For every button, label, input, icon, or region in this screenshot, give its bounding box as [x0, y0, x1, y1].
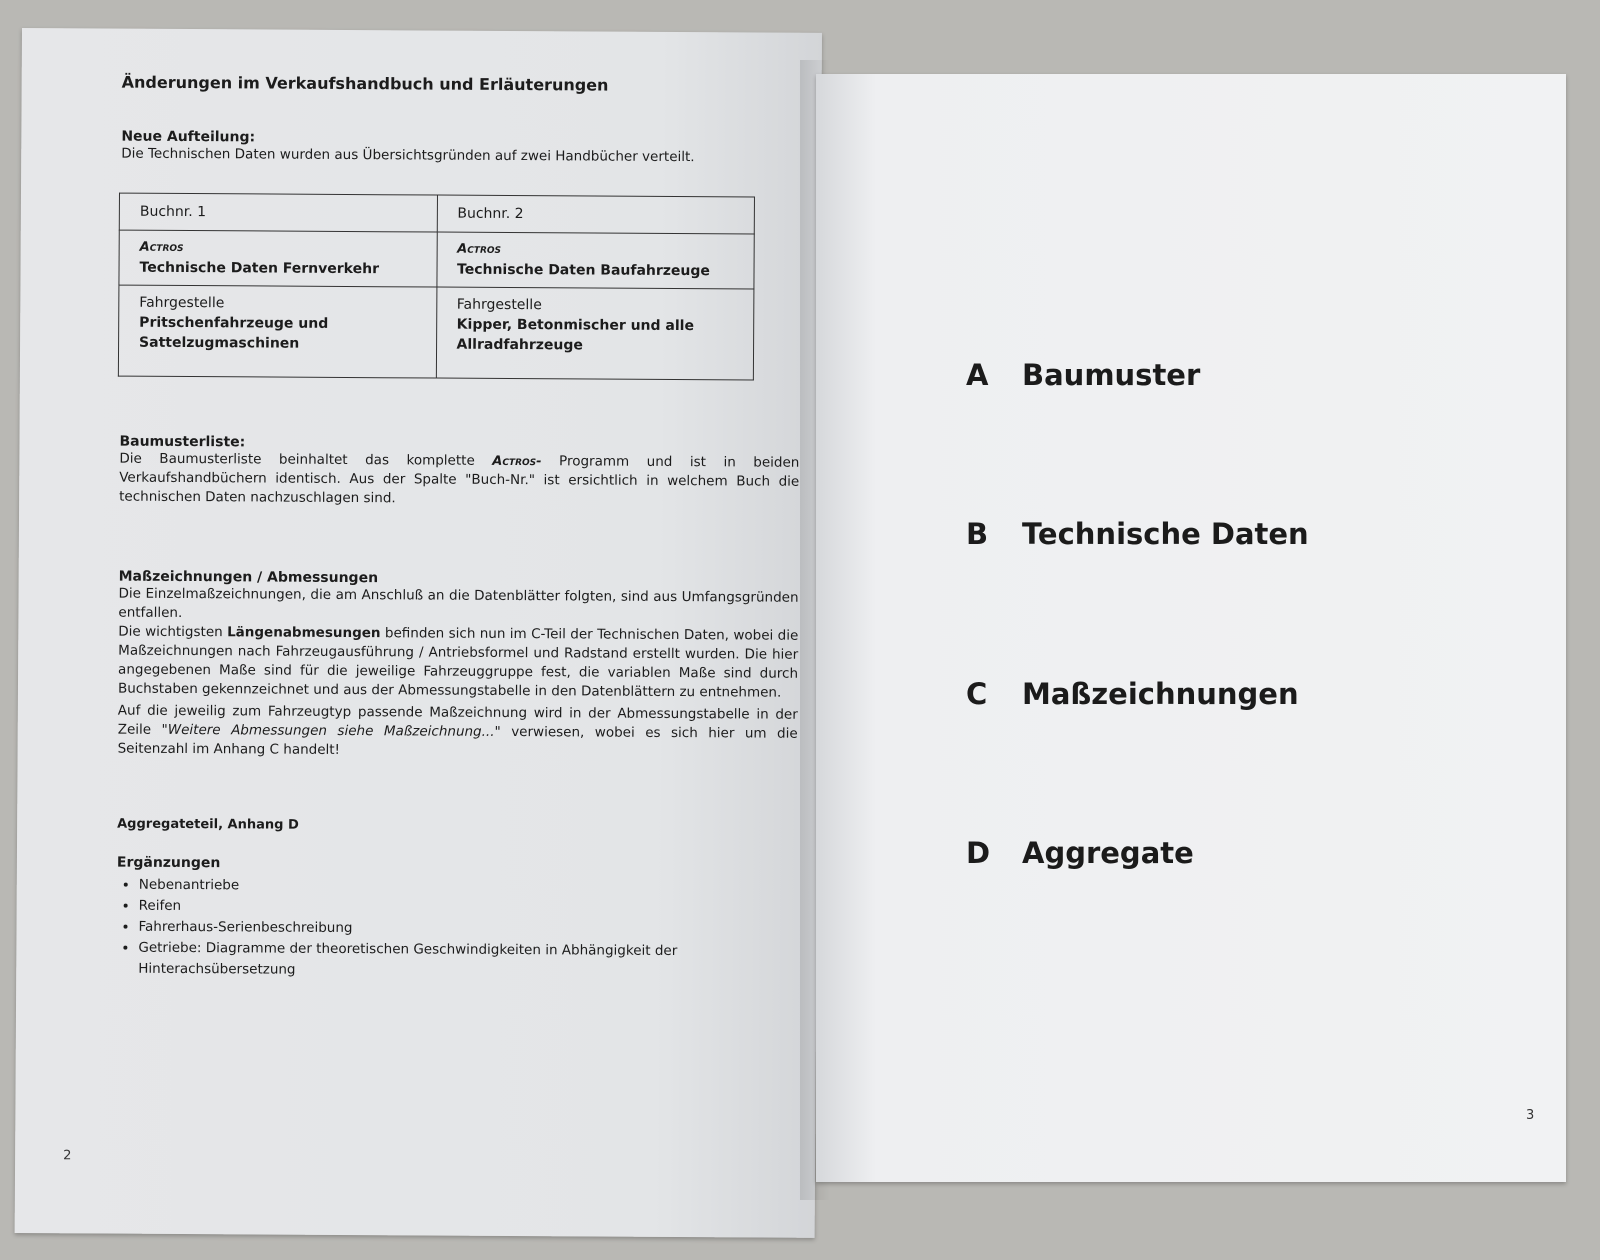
text-span: Programm und ist in beiden Verkaufshandbüchern identisch. Aus der Spalte "Buch-Nr." ist ersichtlich in welchem Buch die technischen Daten nachzuschlagen sind.: [119, 453, 800, 507]
section-b: [966, 517, 1309, 551]
table-cell: [118, 285, 436, 378]
section-c: [966, 677, 1299, 711]
text-span: befinden sich nun im C-Teil der Technischen Daten, wobei die Maßzeichnungen nach Fahrzeugausführung / Antriebsformel und Radstand erstellt wurden. Die hier angegebenen Maße sind für die jeweilige Fahrzeuggruppe fest, die variablen Maße sind durch Buchstaben gekennzeichnet und aus der Abmessungstabelle in den Datenblättern zu entnehmen.: [117, 625, 799, 701]
page-heading: Änderungen im Verkaufshandbuch und Erläuterungen: [121, 72, 609, 95]
section-d: [966, 836, 1194, 870]
masszeichnungen-p3: [118, 702, 798, 763]
show-through-shadow: [936, 114, 1496, 314]
masszeichnungen-title: Maßzeichnungen / Abmessungen: [118, 568, 379, 587]
left-page: [15, 28, 822, 1238]
text-span-bold: Längenabmesungen: [227, 624, 381, 642]
right-page: [816, 74, 1566, 1182]
table-header-cell-2: Buchnr. 2: [437, 195, 755, 234]
baumusterliste-section: [119, 434, 799, 511]
table-row: [118, 285, 754, 380]
table-cell-title: Kipper, Betonmischer und alle Allradfahrzeuge: [456, 316, 695, 354]
section-letter: D: [966, 836, 991, 870]
page-number-right: 3: [1526, 1108, 1535, 1123]
actros-brand-label: Actros: [139, 239, 184, 255]
list-item: • Getriebe: Diagramme der theoretischen Geschwindigkeiten in Abhängigkeit der Hinterachsübersetzung: [138, 938, 796, 984]
actros-brand-label: Actros-: [492, 453, 542, 470]
baumusterliste-title: Baumusterliste:: [119, 433, 246, 451]
ergaenzungen-list: [116, 875, 797, 984]
text-span: Die Baumusterliste beinhaltet das komplette: [119, 450, 493, 469]
table-header-row: [119, 193, 754, 234]
neue-aufteilung-section: [121, 129, 801, 168]
table-cell-title: Pritschenfahrzeuge und Sattelzugmaschinen: [139, 314, 329, 352]
baumusterliste-text: [119, 450, 799, 511]
neue-aufteilung-title: Neue Aufteilung:: [121, 128, 256, 146]
section-letter: A: [966, 358, 989, 392]
table-cell: [119, 230, 437, 287]
table-cell-title: Technische Daten Fernverkehr: [139, 259, 380, 278]
table-header-cell-1: Buchnr. 1: [119, 193, 437, 232]
section-letter: C: [966, 677, 988, 711]
masszeichnungen-section: [118, 569, 799, 763]
section-title: Baumuster: [1022, 358, 1201, 392]
buchnr-table: [118, 193, 755, 381]
masszeichnungen-p2: [118, 623, 798, 703]
table-row: [119, 230, 754, 289]
neue-aufteilung-text: Die Technischen Daten wurden aus Übersichtsgründen auf zwei Handbücher verteilt.: [121, 145, 695, 166]
section-title: Maßzeichnungen: [1022, 677, 1299, 711]
list-item: • Nebenantriebe: [139, 875, 797, 900]
text-span: Auf die jeweilig zum Fahrzeugtyp passende Maßzeichnung wird in der Abmessungstabelle in der Zeile: [117, 702, 798, 738]
masszeichnungen-p1: Die Einzelmaßzeichnungen, die am Anschluß an die Datenblätter folgten, sind aus Umfangsgründen entfallen.: [118, 585, 799, 621]
list-item: • Fahrerhaus-Serienbeschreibung: [138, 917, 796, 942]
section-a: [966, 358, 1200, 392]
section-letter: B: [966, 517, 989, 551]
text-span-italic: "Weitere Abmessungen siehe Maßzeichnung...": [161, 721, 501, 740]
ergaenzungen-title: Ergänzungen: [116, 854, 221, 872]
page-number-left: 2: [63, 1148, 72, 1164]
table-cell: [436, 287, 754, 380]
table-cell-label: Fahrgestelle: [139, 294, 225, 312]
aggregateteil-heading: Aggregateteil, Anhang D: [117, 816, 299, 833]
section-title: Aggregate: [1022, 836, 1194, 870]
text-span: Die wichtigsten: [118, 623, 228, 641]
text-span: verwiesen, wobei es sich hier um die Seitenzahl im Anhang C handelt!: [117, 723, 798, 758]
table-cell-label: Fahrgestelle: [456, 296, 542, 314]
list-item: • Reifen: [139, 896, 797, 921]
section-title: Technische Daten: [1022, 517, 1309, 551]
ergaenzungen-section: [116, 855, 797, 984]
actros-brand-label: Actros: [457, 241, 502, 257]
table-cell: [436, 232, 754, 289]
table-cell-title: Technische Daten Baufahrzeuge: [456, 261, 710, 280]
